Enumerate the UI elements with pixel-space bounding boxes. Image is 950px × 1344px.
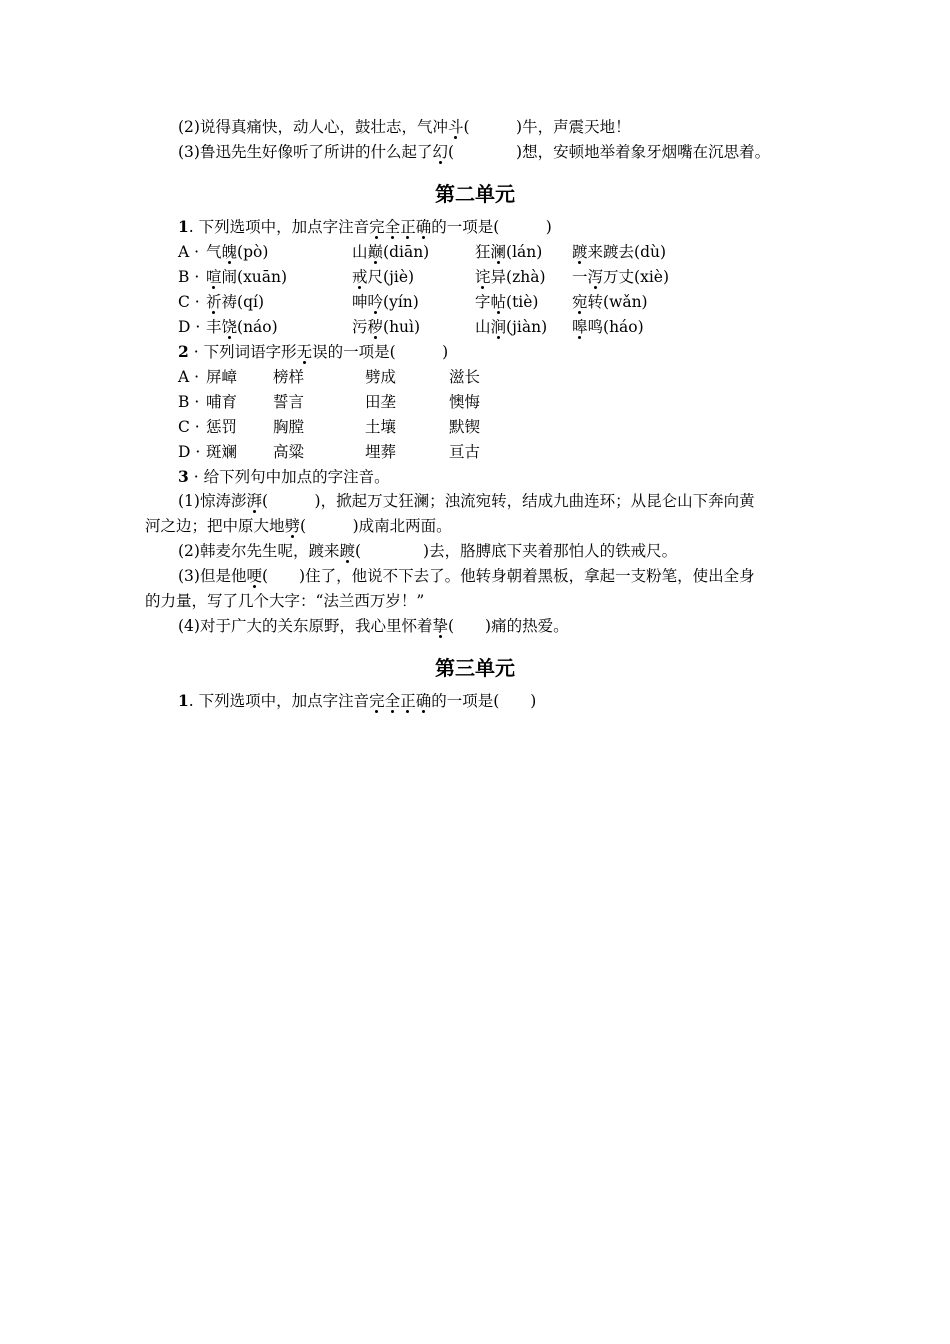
- option-word: 惩罚: [206, 418, 238, 436]
- unit2-q1-stem: 1. 下列选项中，加点字注音完全正确的一项是( ): [178, 217, 552, 236]
- option-label: C ·: [178, 293, 205, 311]
- option-word: 土壤: [365, 418, 397, 436]
- dotted-char: 确: [415, 218, 432, 236]
- dotted-char: 诧: [475, 268, 491, 286]
- dotted-char: 祈: [206, 293, 222, 311]
- option-word: 字帖(tiè): [475, 293, 539, 311]
- dotted-char: 劈: [284, 517, 301, 535]
- unit2-q3-s2: (2)韩麦尔先生呢，踱来踱( )去，胳膊底下夹着那怕人的铁戒尺。: [178, 542, 678, 560]
- option-word: 诧异(zhà): [475, 268, 546, 286]
- dotted-char: 哽: [246, 567, 262, 585]
- dotted-char: 喧: [206, 268, 222, 286]
- dotted-char: 确: [415, 692, 432, 710]
- option-label: B ·: [178, 268, 205, 286]
- dotted-char: 嗥: [572, 318, 588, 336]
- option-word: 滋长: [449, 368, 481, 386]
- dotted-char: 全: [384, 218, 401, 236]
- option-word: 亘古: [449, 443, 481, 461]
- unit2-q2-stem: 2 · 下列词语字形无误的一项是( ): [178, 342, 449, 361]
- option-word: 戒尺(jiè): [352, 268, 415, 286]
- option-word: 田垄: [365, 393, 397, 411]
- option-word: 斑斓: [206, 443, 238, 461]
- dotted-chars: [369, 218, 431, 236]
- unit2-q3-s1-line1: (1)惊涛澎湃( )，掀起万丈狂澜；浊流宛转，结成九曲连环；从昆仑山下奔向黄: [178, 492, 755, 510]
- option-label: D ·: [178, 443, 206, 461]
- option-word: 埋葬: [365, 443, 397, 461]
- dotted-char: 湃: [246, 492, 262, 510]
- option-word: 一泻万丈(xiè): [572, 268, 669, 286]
- option-label: A ·: [178, 368, 204, 386]
- option-word: 祈祷(qí): [206, 293, 264, 311]
- option-word: 气魄(pò): [206, 243, 269, 261]
- dotted-char: 吟: [367, 293, 384, 311]
- dotted-char: 魄: [221, 243, 238, 261]
- option-label: D ·: [178, 318, 206, 336]
- unit1-q3-sentence: (3)鲁迅先生好像听了所讲的什么起了幻( )想，安顿地举着象牙烟嘴在沉思着。: [178, 143, 771, 161]
- dotted-char: 幻: [432, 143, 448, 161]
- dotted-char: 饶: [221, 318, 238, 336]
- dotted-char: 泻: [587, 268, 604, 286]
- option-word: 污秽(huì): [352, 318, 421, 336]
- unit3-q1-stem: 1. 下列选项中，加点字注音完全正确的一项是( ): [178, 691, 537, 710]
- dotted-char: 巅: [367, 243, 384, 261]
- dotted-chars: [369, 692, 431, 710]
- option-word: 宛转(wǎn): [572, 293, 648, 311]
- option-label: A ·: [178, 243, 204, 261]
- option-word: 踱来踱去(dù): [572, 243, 667, 261]
- dotted-char: 澜: [490, 243, 507, 261]
- option-word: 屏嶂: [206, 368, 238, 386]
- unit2-q3-s3-line1: (3)但是他哽( )住了，他说不下去了。他转身朝着黑板，拿起一支粉笔，使出全身: [178, 567, 755, 585]
- unit2-q3-stem: 3 · 给下列句中加点的字注音。: [178, 467, 390, 486]
- option-word: 山涧(jiàn): [475, 318, 548, 336]
- unit2-title: 第二单元: [435, 182, 515, 206]
- option-word: 丰饶(náo): [206, 318, 278, 336]
- dotted-char: 无: [296, 343, 313, 361]
- option-word: 榜样: [273, 368, 305, 386]
- option-word: 懊悔: [449, 393, 481, 411]
- unit2-q3-s1-line2: 河之边；把中原大地劈( )成南北两面。: [145, 517, 452, 535]
- unit1-q2-sentence: (2)说得真痛快，动人心，鼓壮志，气冲斗( )牛，声震天地！: [178, 118, 631, 136]
- option-label: C ·: [178, 418, 205, 436]
- option-word: 嗥鸣(háo): [572, 318, 644, 336]
- unit3-title: 第三单元: [435, 656, 515, 680]
- option-word: 高粱: [273, 443, 305, 461]
- option-word: 喧闹(xuān): [206, 268, 288, 286]
- option-word: 山巅(diān): [352, 243, 430, 261]
- dotted-char: 全: [384, 692, 401, 710]
- option-word: 呻吟(yín): [352, 293, 419, 311]
- dotted-char: 帖: [490, 293, 507, 311]
- option-word: 哺育: [206, 393, 238, 411]
- dotted-char: 涧: [490, 318, 507, 336]
- dotted-char: 踱: [339, 542, 355, 560]
- dotted-char: 正: [400, 692, 416, 710]
- dotted-char: 挚: [432, 617, 448, 635]
- dotted-char: 斗: [447, 118, 464, 136]
- dotted-char: 戒: [352, 268, 368, 286]
- unit2-q3-s3-line2: 的力量，写了几个大字：“法兰西万岁！”: [145, 592, 425, 610]
- unit2-q3-s4: (4)对于广大的关东原野，我心里怀着挚( )痛的热爱。: [178, 617, 569, 635]
- option-word: 默锲: [449, 418, 481, 436]
- option-label: B ·: [178, 393, 205, 411]
- dotted-char: 完: [369, 218, 385, 236]
- option-word: 誓言: [273, 393, 305, 411]
- dotted-char: 完: [369, 692, 385, 710]
- option-word: 狂澜(lán): [475, 243, 543, 261]
- dotted-char: 宛: [572, 293, 588, 311]
- dotted-char: 秽: [367, 318, 384, 336]
- dotted-char: 踱: [572, 243, 588, 261]
- dotted-char: 正: [400, 218, 416, 236]
- option-word: 劈成: [365, 368, 397, 386]
- option-word: 胸膛: [273, 418, 305, 436]
